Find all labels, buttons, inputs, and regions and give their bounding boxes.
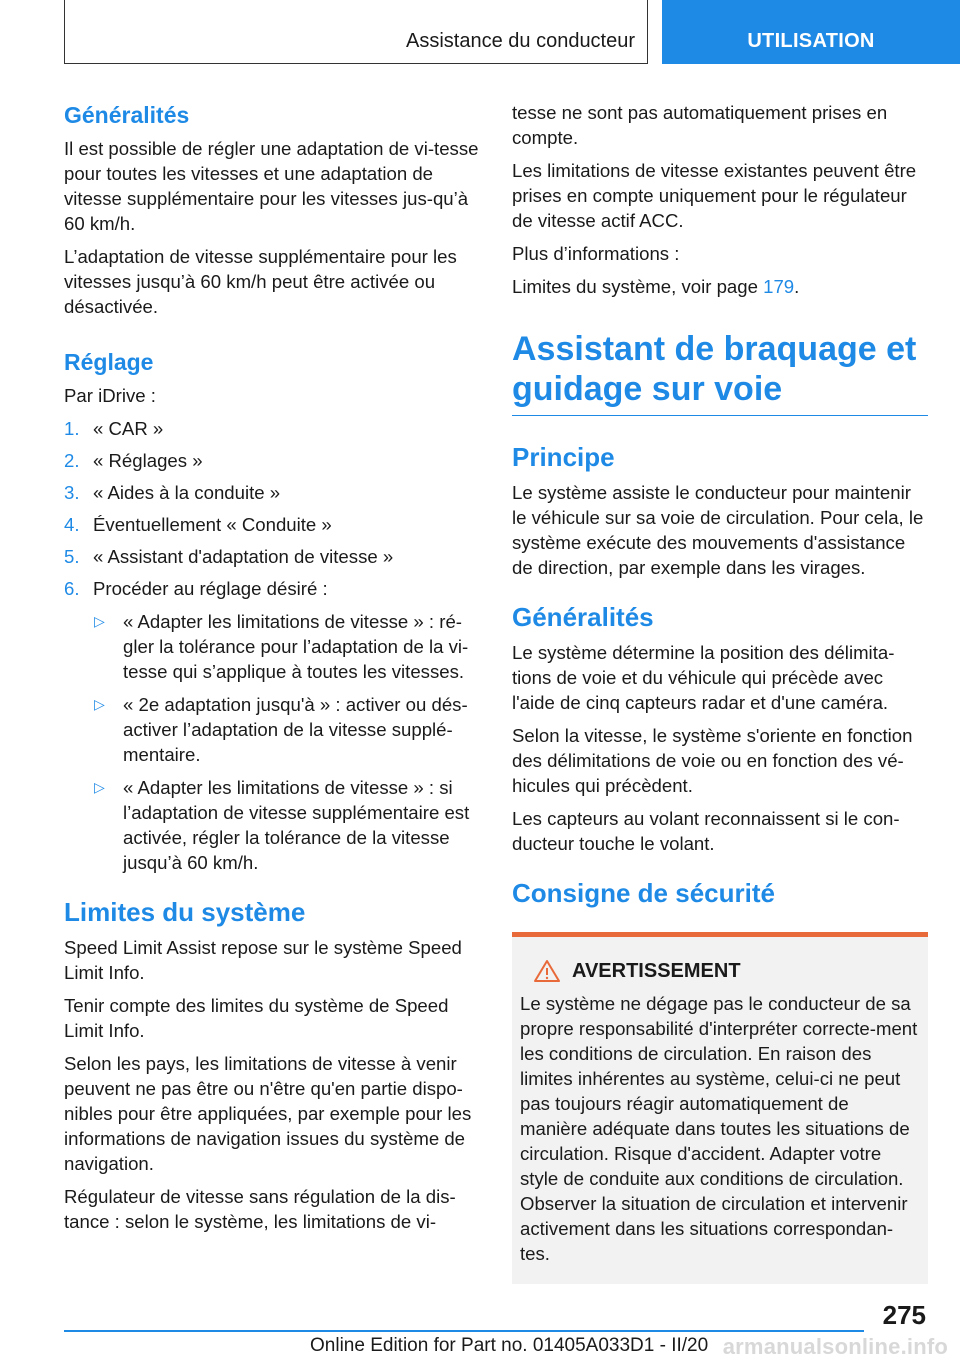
paragraph: Il est possible de régler une adaptation de vi-tesse pour toutes les vitesses et une adaptation de vitesse supplémentaire pour les vitesses jus-qu’à 60 km/h.: [64, 138, 479, 234]
step-text: « Aides à la conduite »: [93, 482, 281, 503]
step-text: « Réglages »: [93, 450, 203, 471]
step-item: [64, 576, 482, 875]
substep-text: « Adapter les limitations de vitesse » : si l’adaptation de vitesse supplémentaire est activée, régler la tolérance de la vitesse jusqu’à 60 km/h.: [123, 777, 470, 873]
substep-text: « 2e adaptation jusqu'à » : activer ou dés-activer l’adaptation de la vitesse supplé-mentaire.: [123, 694, 468, 765]
paragraph: Plus d’informations :: [512, 243, 680, 264]
step-item: [64, 480, 482, 505]
step-text: « Assistant d'adaptation de vitesse »: [93, 546, 394, 567]
header-section-title: Assistance du conducteur: [406, 30, 636, 52]
chapter-title: Assistant de braquage et guidage sur voie: [512, 329, 928, 416]
left-column: [64, 100, 482, 1242]
step-item: [64, 448, 482, 473]
substep-item: [93, 775, 482, 875]
substep-item: [93, 609, 482, 684]
paragraph: Selon la vitesse, le système s'oriente en fonction des délimitations de voie ou en fonction des vé-hicules qui précèdent.: [512, 725, 913, 796]
footer-divider: [64, 1330, 864, 1332]
paragraph: [512, 274, 928, 299]
warning-triangle-icon: [534, 959, 560, 983]
paragraph: Le système détermine la position des délimita-tions de voie et du véhicule qui précède avec l'aide de cinq capteurs radar et d'une caméra.: [512, 642, 895, 713]
paragraph: L’adaptation de vitesse supplémentaire pour les vitesses jusqu’à 60 km/h peut être activée ou désactivée.: [64, 246, 457, 317]
step-item: [64, 544, 482, 569]
step-number: 1.: [64, 418, 80, 439]
right-column: [512, 100, 928, 1284]
step-text: Procéder au réglage désiré :: [93, 578, 328, 599]
step-number: 2.: [64, 450, 80, 471]
substeps-list: [93, 609, 482, 875]
header-tab-utilisation[interactable]: UTILISATION: [662, 0, 960, 64]
reference-text: Limites du système, voir page: [512, 276, 764, 297]
substep-text: « Adapter les limitations de vitesse » : ré-gler la tolérance pour l’adaptation de la vi-tesse qui s’applique à toutes les vitesses.: [123, 611, 469, 682]
substep-item: [93, 692, 482, 767]
paragraph: Speed Limit Assist repose sur le système Speed Limit Info.: [64, 937, 462, 983]
heading-consigne: Consigne de sécurité: [512, 878, 775, 908]
paragraph: Par iDrive :: [64, 385, 156, 406]
triangle-bullet-icon: ▷: [94, 613, 105, 629]
steps-list: [64, 416, 482, 875]
page-reference-link[interactable]: 179: [763, 276, 795, 297]
step-number: 5.: [64, 546, 80, 567]
warning-box: [512, 932, 928, 1284]
paragraph: Les limitations de vitesse existantes peuvent être prises en compte uniquement pour le régulateur de vitesse actif ACC.: [512, 160, 917, 231]
heading-reglage: Réglage: [64, 349, 154, 375]
step-text: Éventuellement « Conduite »: [93, 514, 332, 535]
step-number: 6.: [64, 578, 80, 599]
paragraph: Tenir compte des limites du système de Speed Limit Info.: [64, 995, 449, 1041]
step-item: [64, 512, 482, 537]
triangle-bullet-icon: ▷: [94, 696, 105, 712]
paragraph: Selon les pays, les limitations de vitesse à venir peuvent ne pas être ou n'être qu'en partie dispo-nibles pour être appliquées, par exemple pour les informations de navigation issues du système de navigation.: [64, 1053, 472, 1174]
reference-end: .: [794, 276, 800, 297]
step-number: 4.: [64, 514, 80, 535]
paragraph: Les capteurs au volant reconnaissent si le con-ducteur touche le volant.: [512, 808, 900, 854]
warning-text: Le système ne dégage pas le conducteur de sa propre responsabilité d'interpréter correcte-ment les conditions de circulation. En raison des limites inhérentes au système, celui-ci ne peut pas toujours réagir automatiquement de manière adéquate dans toutes les situations de circulation. Risque d'accident. Adapter votre style de conduite aux conditions de circulation. Observer la situation de circulation et intervenir activement dans les situations correspondan-tes.: [520, 993, 918, 1264]
edition-line: Online Edition for Part no. 01405A033D1 - II/20: [310, 1335, 709, 1356]
paragraph: tesse ne sont pas automatiquement prises en compte.: [512, 102, 888, 148]
paragraph: Régulateur de vitesse sans régulation de la dis-tance : selon le système, les limitations de vi-: [64, 1186, 456, 1232]
heading-principe: Principe: [512, 442, 615, 472]
warning-title: AVERTISSEMENT: [572, 959, 741, 982]
heading-generalites: Généralités: [64, 102, 190, 128]
step-item: [64, 416, 482, 441]
step-text: « CAR »: [93, 418, 164, 439]
triangle-bullet-icon: ▷: [94, 779, 105, 795]
heading-generalites-right: Généralités: [512, 602, 654, 632]
step-number: 3.: [64, 482, 80, 503]
watermark: armanualsonline.info: [722, 1334, 948, 1359]
warning-header: [534, 959, 920, 983]
page-number: 275: [882, 1300, 926, 1330]
paragraph: Le système assiste le conducteur pour maintenir le véhicule sur sa voie de circulation. Pour cela, le système exécute des mouvements d'assistance de direction, par exemple dans les virages.: [512, 482, 924, 578]
heading-limites: Limites du système: [64, 897, 306, 927]
